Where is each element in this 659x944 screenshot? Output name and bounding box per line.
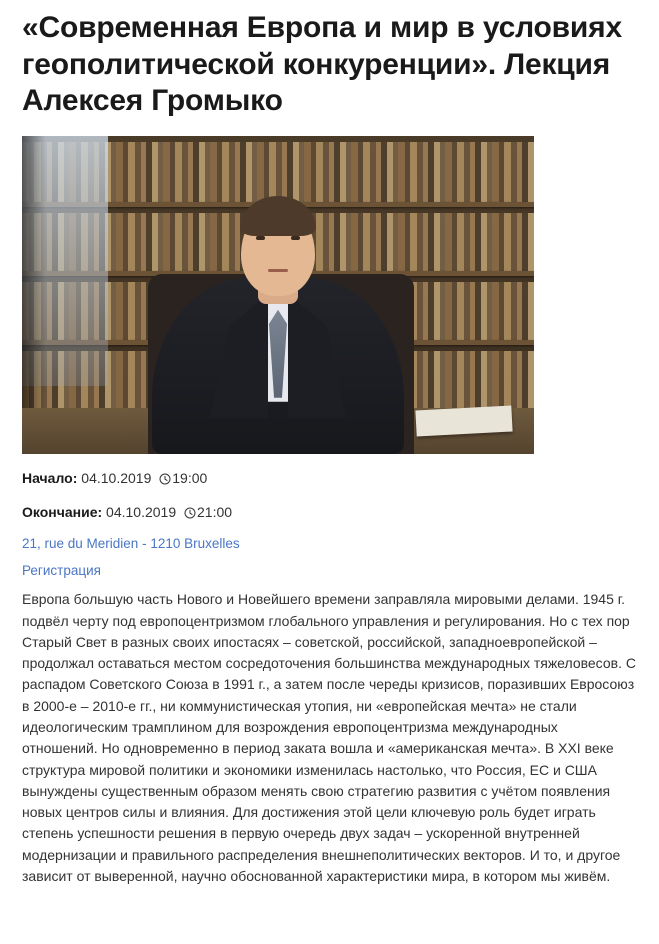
event-end-label: Окончание: bbox=[22, 504, 103, 521]
event-end bbox=[22, 502, 637, 524]
event-description: Европа большую часть Нового и Новейшего времени заправляла мировыми делами. 1945 г. подвёл черту под европоцентризмом глобального управления и регулирования. Но с тех пор Старый Свет в разных своих ипостасях – советской, российской, западноевропейской – продолжал оставаться местом сосредоточения большинства международных тяжеловесов. С распадом Советского Союза в 1991 г., а затем после череды кризисов, поразивших Евросоюз в 2000-е – 2010-е гг., ни коммунистическая утопия, ни «европейская мечта» не стали идеологическим трамплином для возрождения европоцентризма международных отношений. Но одновременно в период заката вошла и «американская мечта». В XXI веке структура мировой политики и экономики изменилась настолько, что Россия, ЕС и США вынуждены существенным образом менять свою стратегию развития с учётом появления новых центров силы и влияния. Для достижения этой цели ключевую роль будет играть степень успешности решения в первую очередь двух задач – ускоренной внутренней модернизации и правильного распределения внешнеполитических векторов. И то, и другое зависит от выверенной, научно обоснованной характеристики мира, в котором мы живём. bbox=[22, 591, 636, 884]
mouth bbox=[268, 269, 288, 272]
page-title: «Современная Европа и мир в условиях геополитической конкуренции». Лекция Алексея Громыко bbox=[22, 11, 622, 118]
person-portrait bbox=[152, 216, 404, 454]
eye-right bbox=[291, 236, 300, 240]
registration-link-anchor[interactable]: Регистрация bbox=[22, 563, 101, 579]
event-start-label: Начало: bbox=[22, 469, 78, 486]
event-address[interactable]: 21, rue du Meridien - 1210 Bruxelles bbox=[22, 536, 240, 552]
shadow-overlay bbox=[22, 136, 46, 454]
event-end-date: 04.10.2019 bbox=[106, 504, 177, 521]
paper-sheet bbox=[415, 405, 512, 436]
eye-left bbox=[256, 236, 265, 240]
event-start bbox=[22, 468, 637, 490]
event-end-time: 21:00 bbox=[197, 504, 233, 521]
event-start-date: 04.10.2019 bbox=[81, 469, 152, 486]
event-photo bbox=[22, 136, 534, 454]
clock-icon bbox=[184, 504, 196, 524]
registration-link[interactable] bbox=[22, 563, 637, 578]
clock-icon bbox=[159, 470, 171, 490]
event-start-time: 19:00 bbox=[172, 469, 208, 486]
